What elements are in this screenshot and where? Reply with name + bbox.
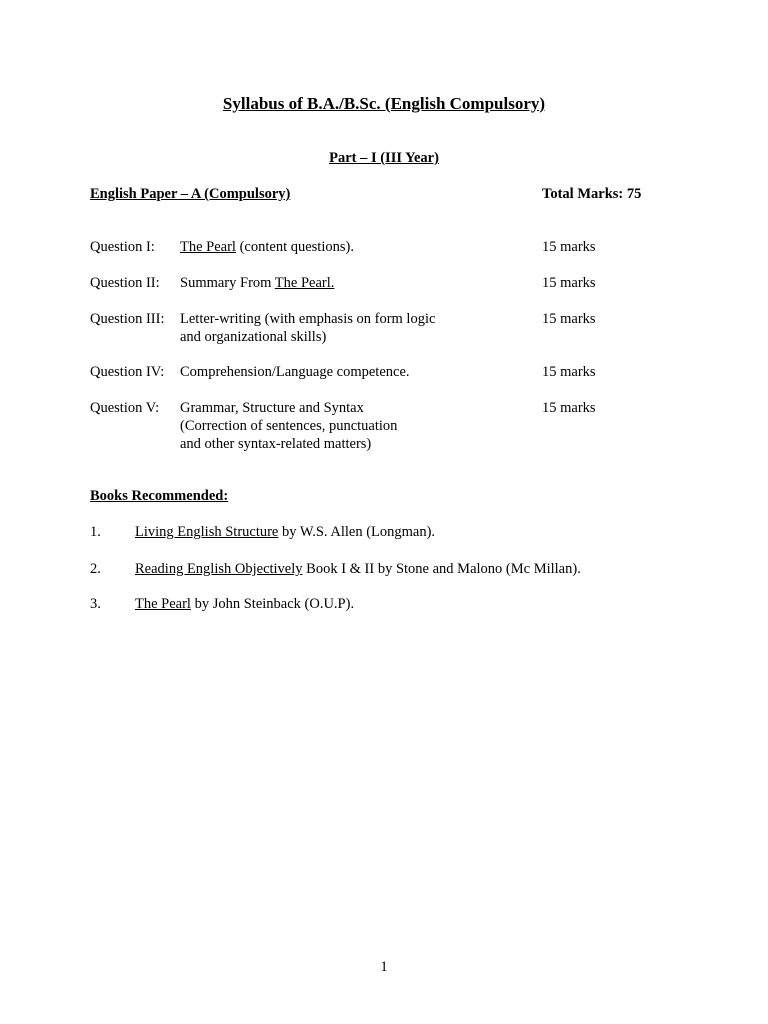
- question-text-rest: (content questions).: [235, 239, 354, 255]
- question-marks: 15 marks: [542, 364, 596, 380]
- document-title: Syllabus of B.A./B.Sc. (English Compulsory): [222, 94, 546, 113]
- book-title-underlined: The Pearl.: [274, 275, 335, 291]
- book-entry: [135, 561, 581, 578]
- question-marks: 15 marks: [542, 400, 596, 416]
- book-details: by John Steinback (O.U.P).: [190, 596, 355, 612]
- book-number: 2.: [90, 561, 101, 577]
- question-label: Question II:: [90, 275, 160, 291]
- question-text: [180, 238, 354, 256]
- book-title-underlined: Reading English Objectively: [135, 561, 303, 577]
- question-text-line: and other syntax-related matters): [180, 436, 372, 452]
- question-label: Question I:: [90, 239, 155, 255]
- question-marks: 15 marks: [542, 275, 596, 291]
- book-details: Book I & II by Stone and Malono (Mc Millan).: [302, 561, 581, 577]
- question-text: [180, 274, 334, 292]
- question-text-line: and organizational skills): [180, 329, 327, 345]
- book-number: 1.: [90, 524, 101, 540]
- part-heading: Part – I (III Year): [329, 150, 439, 166]
- books-heading: Books Recommended:: [90, 488, 229, 504]
- question-text-line: Letter-writing (with emphasis on form logic: [180, 311, 436, 327]
- question-text: [180, 363, 410, 381]
- question-label: Question III:: [90, 311, 165, 327]
- question-text-lead: Summary From: [180, 275, 275, 291]
- book-entry: [135, 596, 354, 613]
- question-label: Question IV:: [90, 364, 165, 380]
- question-text: [180, 310, 435, 346]
- page-number: 1: [380, 959, 388, 975]
- book-number: 3.: [90, 596, 101, 612]
- total-marks: Total Marks: 75: [542, 186, 642, 202]
- question-marks: 15 marks: [542, 239, 596, 255]
- question-text-line: Comprehension/Language competence.: [180, 364, 410, 380]
- question-text-line: (Correction of sentences, punctuation: [180, 418, 398, 434]
- book-title-underlined: The Pearl: [180, 239, 236, 255]
- question-text: [180, 399, 397, 453]
- book-title-underlined: Living English Structure: [135, 524, 279, 540]
- paper-heading: English Paper – A (Compulsory): [90, 186, 291, 202]
- book-entry: [135, 524, 435, 541]
- book-title-underlined: The Pearl: [135, 596, 191, 612]
- question-text-line: Grammar, Structure and Syntax: [180, 400, 364, 416]
- question-marks: 15 marks: [542, 311, 596, 327]
- question-label: Question V:: [90, 400, 160, 416]
- book-details: by W.S. Allen (Longman).: [278, 524, 436, 540]
